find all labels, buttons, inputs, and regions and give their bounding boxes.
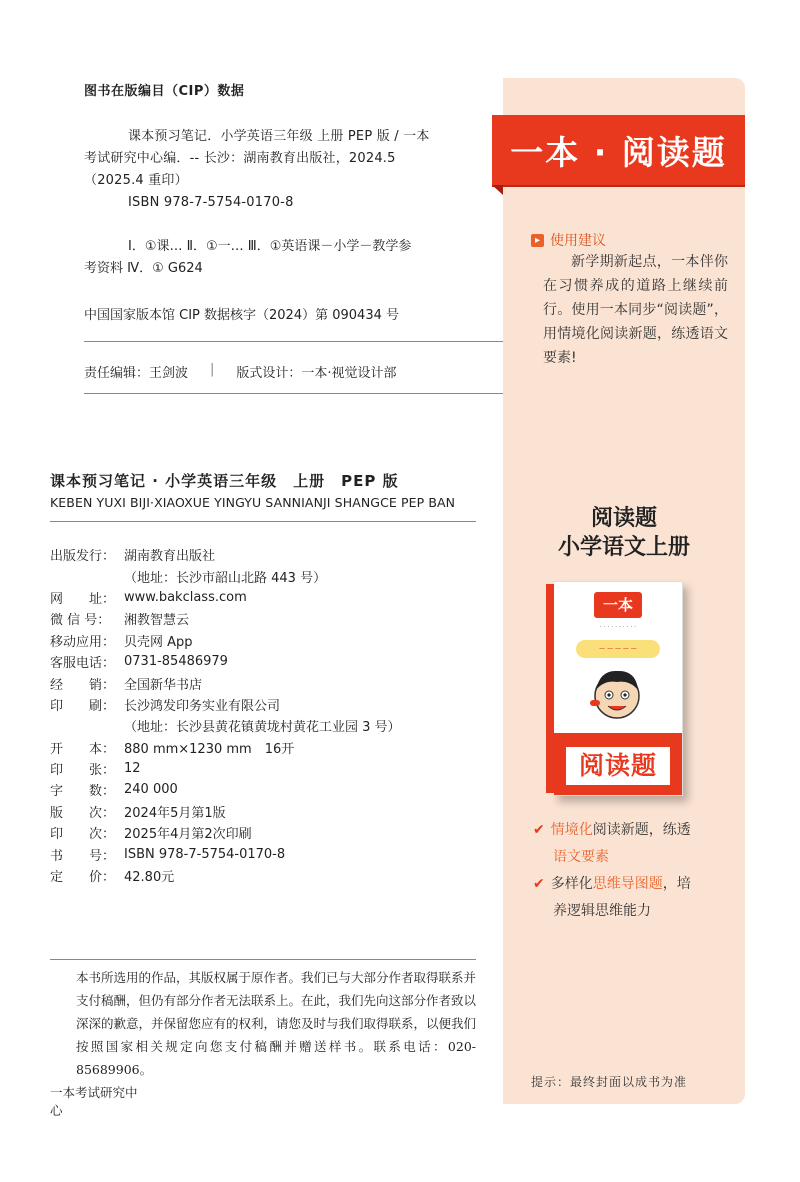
info-value: 12 (124, 761, 141, 777)
book-title-pinyin: KEBEN YUXI BIJI·XIAOXUE YINGYU SANNIANJI SHANGCE PEP BAN (50, 495, 456, 510)
usage-heading (531, 230, 606, 250)
promo-product-subtitle: 小学语文上册 (557, 535, 690, 560)
credit-separator: | (210, 362, 215, 377)
info-value: 240 000 (124, 782, 178, 798)
info-row (50, 694, 480, 715)
cip-record (84, 126, 474, 214)
feature-text: 阅读新题，练透 (592, 822, 691, 838)
promo-panel (503, 78, 745, 1104)
promo-banner (492, 115, 745, 185)
cip-class-line-1: Ⅰ．①课… Ⅱ．①一… Ⅲ．①英语课－小学－教学参 (128, 239, 412, 254)
cover-brand-logo: 一本 (594, 592, 642, 618)
feature-text: 多样化 (550, 876, 593, 892)
info-label: 定 价： (50, 870, 116, 886)
info-label: 书 号： (50, 848, 116, 864)
info-row (50, 608, 480, 629)
info-value: 2024年5月第1版 (124, 805, 226, 821)
info-value: 湘教智慧云 (124, 613, 190, 629)
promo-product-title: 阅读题 (590, 506, 657, 531)
info-value: （地址：长沙市韶山北路 443 号） (124, 570, 327, 586)
info-label: 字 数： (50, 784, 116, 800)
cip-line-2: 考试研究中心编．-- 长沙：湖南教育出版社，2024.5 (84, 151, 396, 166)
info-row (50, 737, 480, 758)
cip-heading: 图书在版编目（CIP）数据 (84, 84, 245, 99)
info-value: 湖南教育出版社 (124, 549, 216, 565)
info-row (50, 672, 480, 693)
check-icon: ✔ (533, 822, 545, 838)
feature-highlight: 思维导图题 (592, 876, 663, 892)
info-value: （地址：长沙县黄花镇黄垅村黄花工业园 3 号） (124, 720, 401, 736)
info-label: 网 址： (50, 591, 116, 607)
cip-check-number: 中国国家版本馆 CIP 数据核字（2024）第 090434 号 (84, 308, 399, 323)
cover-speech-bubble: — — — — — (576, 640, 660, 658)
info-row (50, 758, 480, 779)
usage-text: 新学期新起点，一本伴你在习惯养成的道路上继续前行。使用一本同步“阅读题”，用情境化阅读新题，练透语文要素! (543, 254, 728, 366)
cip-classification (84, 236, 474, 280)
info-row (50, 715, 480, 736)
info-row (50, 565, 480, 586)
copyright-text: 本书所选用的作品，其版权属于原作者。我们已与大部分作者取得联系并支付稿酬，但仍有部分作者无法联系上。在此，我们先向这部分作者致以深深的歉意，并保留您应有的权利，请您及时与我们取得联系，以便我们按照国家相关规定向您支付稿酬并赠送样书。联系电话：020-85689906。 (76, 970, 477, 1077)
info-row (50, 865, 480, 886)
divider (84, 341, 520, 342)
divider (84, 393, 520, 394)
promo-note: 提示：最终封面以成书为准 (531, 1075, 688, 1089)
info-row (50, 843, 480, 864)
info-value: 42.80元 (124, 870, 175, 886)
feature-highlight: 语文要素 (553, 849, 609, 865)
layout-designer: 版式设计：一本·视觉设计部 (236, 366, 397, 381)
cover-title: 阅读题 (566, 747, 670, 785)
info-row (50, 544, 480, 565)
info-label: 开 本： (50, 741, 116, 757)
book-cover-image (553, 581, 683, 796)
info-label: 出版发行： (50, 549, 116, 565)
info-row (50, 630, 480, 651)
copyright-notice (50, 966, 476, 1081)
cover-spine (546, 584, 554, 793)
promo-banner-title: 一本 · 阅读题 (510, 132, 727, 172)
info-label: 客服电话： (50, 656, 116, 672)
info-label: 微 信 号： (50, 613, 111, 629)
publication-info (50, 544, 480, 886)
info-row (50, 651, 480, 672)
info-label: 经 销： (50, 677, 116, 693)
feature-text: ，培 (662, 876, 691, 892)
info-label: 印 张： (50, 763, 116, 779)
feature-highlight: 情境化 (550, 822, 593, 838)
cip-isbn: ISBN 978-7-5754-0170-8 (128, 195, 294, 210)
cip-line-3: （2025.4 重印） (84, 173, 188, 188)
arrow-right-icon: ▸ (531, 234, 544, 247)
info-row (50, 587, 480, 608)
info-value: 880 mm×1230 mm 16开 (124, 741, 295, 757)
book-title-chinese: 课本预习笔记 · 小学英语三年级 上册 PEP 版 (50, 472, 399, 490)
divider (50, 521, 476, 522)
info-label: 印 次： (50, 827, 116, 843)
info-value: www.bakclass.com (124, 589, 247, 605)
cover-title-band (554, 733, 682, 795)
info-value: 2025年4月第2次印刷 (124, 827, 252, 843)
copyright-signature: 一本考试研究中心 (50, 1085, 138, 1118)
info-value: 0731-85486979 (124, 654, 228, 670)
feature-text: 养逻辑思维能力 (553, 903, 651, 919)
cip-line-1: 课本预习笔记．小学英语三年级 上册 PEP 版 / 一本 (128, 129, 430, 144)
cip-class-line-2: 考资料 Ⅳ．① G624 (84, 261, 203, 276)
check-icon: ✔ (533, 876, 545, 892)
info-value: 贝壳网 App (124, 634, 193, 650)
cartoon-boy-icon (586, 662, 648, 724)
info-value: ISBN 978-7-5754-0170-8 (124, 846, 286, 862)
feature-item (533, 817, 723, 871)
info-row (50, 779, 480, 800)
banner-fold (492, 185, 503, 195)
usage-title: 使用建议 (550, 233, 606, 249)
responsible-editor: 责任编辑：王剑波 (84, 366, 189, 381)
info-label: 移动应用： (50, 634, 116, 650)
cover-slogan-decoration: · · · · · · · · · · (599, 624, 637, 631)
info-row (50, 801, 480, 822)
info-label: 版 次： (50, 805, 116, 821)
info-row (50, 822, 480, 843)
info-value: 长沙鸿发印务实业有限公司 (124, 698, 281, 714)
divider (50, 959, 476, 960)
editor-credits (84, 362, 397, 381)
feature-item (533, 871, 723, 925)
info-value: 全国新华书店 (124, 677, 203, 693)
info-label: 印 刷： (50, 698, 116, 714)
